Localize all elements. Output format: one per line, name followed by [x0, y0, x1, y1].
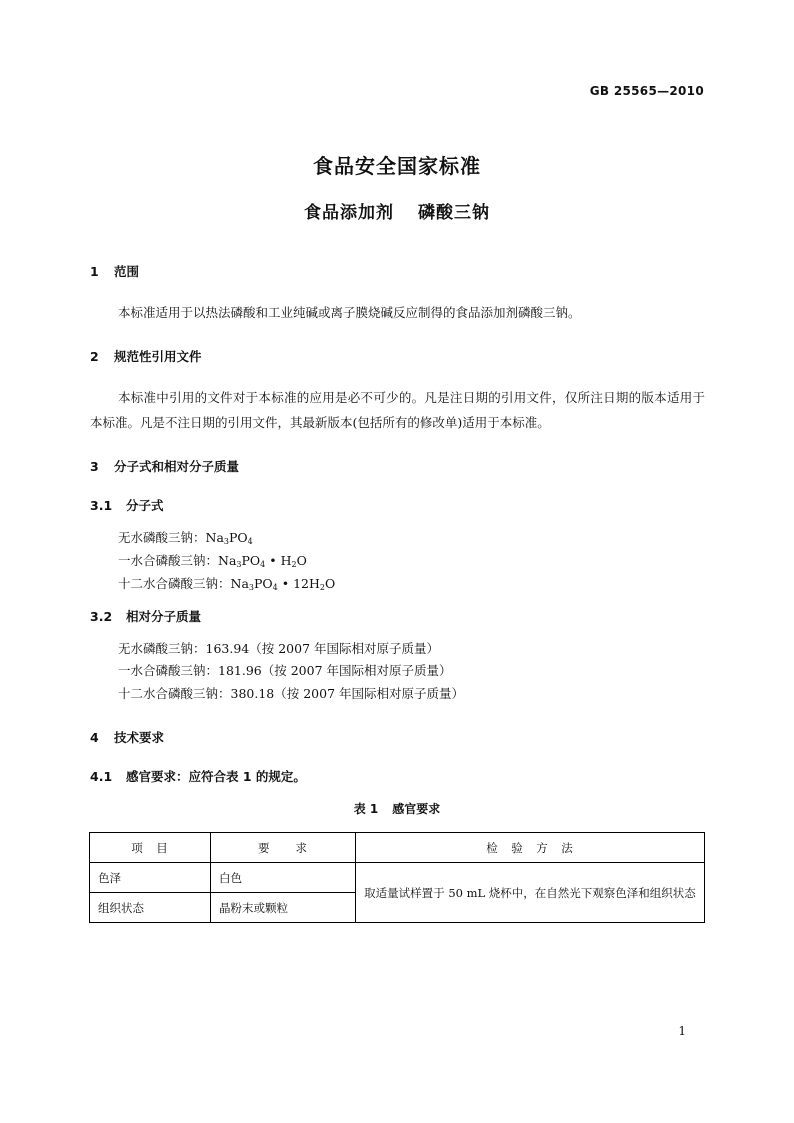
molar-mass-anhydrous: 无水磷酸三钠：163.94（按 2007 年国际相对原子质量） [118, 641, 439, 656]
document-subtitle [0, 198, 794, 223]
section-title: 感官要求：应符合表 1 的规定。 [126, 769, 306, 784]
document-title: 食品安全国家标准 [313, 154, 481, 178]
section-3-heading [90, 457, 239, 475]
section-number: 3 [90, 459, 99, 474]
section-title: 规范性引用文件 [114, 349, 202, 364]
section-title: 相对分子质量 [126, 609, 202, 624]
section-number: 4 [90, 730, 99, 745]
section-3-1-heading [90, 496, 164, 514]
formula-anhydrous: 无水磷酸三钠：$Na_3PO_4$ [118, 530, 253, 546]
table-1-caption: 表 1 感官要求 [353, 802, 441, 816]
table-header-item: 项 目 [90, 833, 211, 863]
page-number: 1 [678, 1024, 686, 1038]
table-cell-method: 取适量试样置于 50 mL 烧杯中，在自然光下观察色泽和组织状态 [356, 863, 705, 923]
section-number: 1 [90, 264, 99, 279]
section-title: 分子式和相对分子质量 [114, 459, 240, 474]
sensory-requirements-table [89, 832, 705, 923]
table-header-requirement: 要 求 [211, 833, 356, 863]
table-cell-item: 组织状态 [90, 893, 211, 923]
section-4-heading [90, 728, 164, 746]
section-title: 范围 [114, 264, 140, 279]
table-row [90, 863, 705, 893]
section-number: 3.1 [90, 498, 113, 513]
section-number: 4.1 [90, 769, 113, 784]
section-1-heading [90, 262, 139, 280]
section-title: 分子式 [126, 498, 164, 513]
table-cell-item: 色泽 [90, 863, 211, 893]
molar-mass-monohydrate: 一水合磷酸三钠：181.96（按 2007 年国际相对原子质量） [118, 663, 452, 678]
subtitle-part2: 磷酸三钠 [418, 203, 490, 223]
molar-mass-dodecahydrate: 十二水合磷酸三钠：380.18（按 2007 年国际相对原子质量） [118, 686, 464, 701]
section-2-text: 本标准中引用的文件对于本标准的应用是必不可少的。凡是注日期的引用文件，仅所注日期的版本适用于本标准。凡是不注日期的引用文件，其最新版本(包括所有的修改单)适用于本标准。 [90, 390, 705, 430]
table-cell-requirement: 白色 [211, 863, 356, 893]
section-4-1-heading [90, 767, 306, 785]
formula-dodecahydrate: 十二水合磷酸三钠：$Na_3PO_4$ • $12H_2O$ [118, 576, 336, 592]
subtitle-part1: 食品添加剂 [304, 203, 394, 223]
section-title: 技术要求 [114, 730, 165, 745]
table-cell-requirement: 晶粉末或颗粒 [211, 893, 356, 923]
formula-monohydrate: 一水合磷酸三钠：$Na_3PO_4$ • $H_2O$ [118, 553, 307, 569]
section-number: 2 [90, 349, 99, 364]
section-3-2-heading [90, 607, 201, 625]
table-header-method: 检 验 方 法 [356, 833, 705, 863]
section-1-text: 本标准适用于以热法磷酸和工业纯碱或离子膜烧碱反应制得的食品添加剂磷酸三钠。 [118, 305, 581, 320]
standard-code: GB 25565—2010 [589, 84, 704, 98]
section-number: 3.2 [90, 609, 113, 624]
section-2-heading [90, 347, 202, 365]
